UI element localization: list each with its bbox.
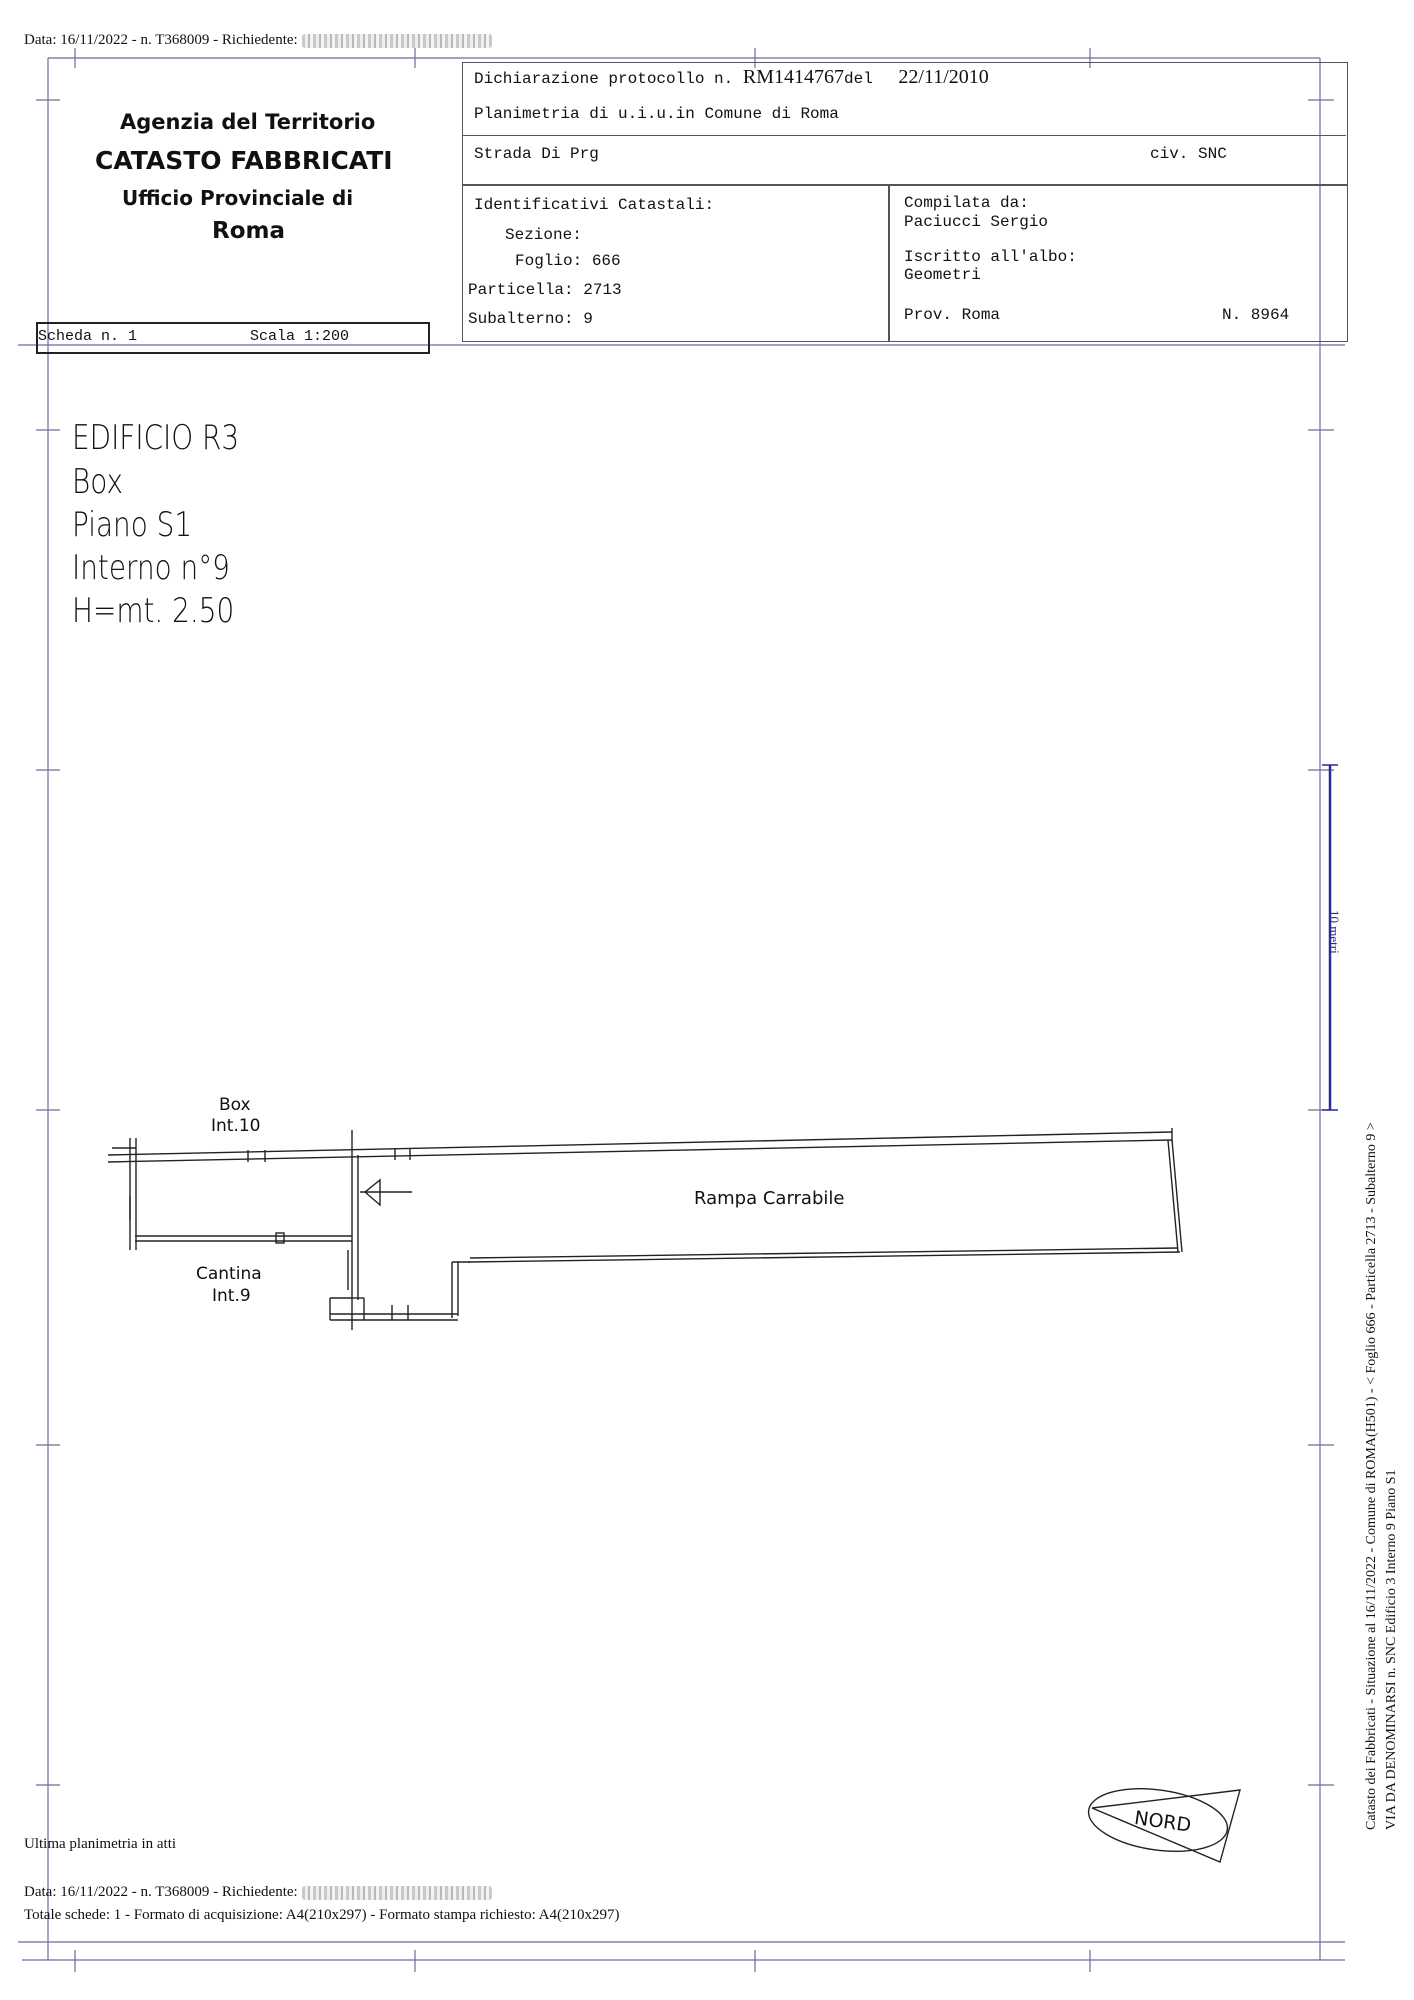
ident-foglio: Foglio: 666 bbox=[515, 252, 621, 270]
albo-value: Geometri bbox=[904, 266, 981, 284]
protocollo-date: 22/11/2010 bbox=[898, 66, 989, 88]
floor-plan bbox=[108, 1128, 1182, 1330]
address-line: Strada Di Prg bbox=[474, 145, 599, 163]
footer-data: Data: 16/11/2022 - n. T368009 - Richiedente: bbox=[24, 1884, 492, 1901]
protocollo-number: RM1414767 bbox=[742, 66, 844, 88]
label-nord: NORD bbox=[1132, 1807, 1193, 1837]
label-box: Box bbox=[219, 1095, 251, 1115]
iscritto-label: Iscritto all'albo: bbox=[904, 248, 1077, 266]
compilata-label: Compilata da: bbox=[904, 194, 1029, 212]
label-cantina: Cantina bbox=[196, 1264, 262, 1284]
footer-ultima: Ultima planimetria in atti bbox=[24, 1836, 177, 1852]
scale-bar-label: 10 metri bbox=[1327, 910, 1342, 954]
civico: civ. SNC bbox=[1150, 145, 1227, 163]
label-rampa: Rampa Carrabile bbox=[694, 1188, 845, 1209]
redacted-requester-footer bbox=[302, 1886, 492, 1900]
building-piano: Piano S1 bbox=[72, 505, 193, 545]
ident-title: Identificativi Catastali: bbox=[474, 196, 715, 214]
building-altezza: H=mt. 2.50 bbox=[72, 591, 235, 631]
ident-sezione: Sezione: bbox=[505, 226, 582, 244]
building-edificio: EDIFICIO R3 bbox=[72, 418, 240, 458]
ident-subalterno: Subalterno: 9 bbox=[468, 310, 593, 328]
building-interno: Interno n°9 bbox=[72, 548, 230, 588]
scala-label: Scala 1:200 bbox=[250, 328, 350, 345]
office-line1: Agenzia del Territorio bbox=[120, 110, 376, 134]
office-line3: Ufficio Provinciale di bbox=[122, 186, 354, 210]
scheda-label: Scheda n. 1 bbox=[38, 328, 138, 345]
compilata-name: Paciucci Sergio bbox=[904, 213, 1049, 231]
albo-number: N. 8964 bbox=[1222, 306, 1290, 324]
label-cantina-int: Int.9 bbox=[212, 1286, 251, 1306]
top-info-line: Data: 16/11/2022 - n. T368009 - Richiedente: bbox=[24, 32, 492, 49]
label-box-int: Int.10 bbox=[211, 1116, 261, 1136]
header-divider bbox=[462, 135, 1346, 136]
dichiarazione-line: Dichiarazione protocollo n. RM1414767del 22/11/2010 bbox=[474, 66, 989, 88]
office-line2: CATASTO FABBRICATI bbox=[95, 146, 393, 175]
footer-totale: Totale schede: 1 - Formato di acquisizione: A4(210x297) - Formato stampa richiesto: A4(210x297) bbox=[24, 1907, 620, 1923]
building-tipo: Box bbox=[72, 462, 123, 502]
office-line4: Roma bbox=[212, 218, 285, 244]
side-text-line1: Catasto dei Fabbricati - Situazione al 16/11/2022 - Comune di ROMA(H501) - < Foglio 666 - Particella 2713 - Subalterno 9 > bbox=[1364, 1122, 1379, 1830]
ident-particella: Particella: 2713 bbox=[468, 281, 622, 299]
prov-value: Prov. Roma bbox=[904, 306, 1001, 324]
redacted-requester bbox=[302, 34, 492, 48]
side-text-line2: VIA DA DENOMINARSI n. SNC Edificio 3 Interno 9 Piano S1 bbox=[1384, 1469, 1399, 1830]
planimetria-line: Planimetria di u.i.u.in Comune di Roma bbox=[474, 105, 839, 123]
